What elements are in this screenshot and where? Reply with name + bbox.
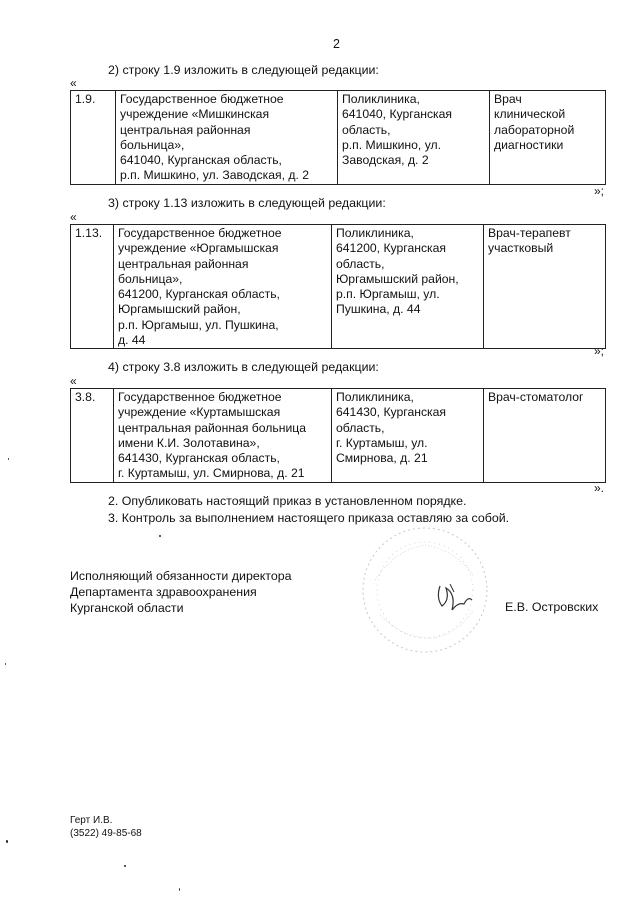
- signer-name: Е.В. Островских: [505, 600, 599, 614]
- open-quote: «: [70, 76, 77, 90]
- open-quote: «: [70, 210, 77, 224]
- cell-position: Врач клинической лабораторной диагностики: [490, 91, 606, 185]
- scan-speck: [5, 663, 6, 665]
- scan-speck: [159, 535, 161, 537]
- cell-number: 1.9.: [71, 91, 116, 185]
- close-quote: ».: [594, 481, 605, 495]
- cell-position: Врач-стоматолог: [484, 389, 606, 483]
- signature-image: [428, 576, 498, 616]
- order-item-3: 3. Контроль за выполнением настоящего приказа оставляю за собой.: [108, 511, 510, 525]
- scan-speck: [6, 840, 8, 843]
- cell-unit: Поликлиника, 641040, Курганская область, р.п. Мишкино, ул. Заводская, д. 2: [338, 91, 490, 185]
- scan-speck: [179, 888, 180, 891]
- cell-number: 1.13.: [71, 225, 114, 349]
- executor-block: [70, 814, 142, 840]
- page-number: 2: [333, 37, 340, 51]
- executor-name: Герт И.В.: [70, 815, 113, 826]
- close-quote: »;: [594, 184, 605, 198]
- close-quote: »;: [594, 344, 605, 358]
- table-row-1-9: [70, 90, 606, 185]
- cell-institution: Государственное бюджетное учреждение «Юргамышская центральная районная больница», 641200, Курганская область, Юргамышский район, р.п. Юргамыш, ул. Пушкина, д. 44: [114, 225, 332, 349]
- cell-unit: Поликлиника, 641430, Курганская область, г. Куртамыш, ул. Смирнова, д. 21: [332, 389, 484, 483]
- cell-number: 3.8.: [71, 389, 114, 483]
- order-item-2: 2. Опубликовать настоящий приказ в установленном порядке.: [108, 494, 467, 508]
- cell-position: Врач-терапевт участковый: [484, 225, 606, 349]
- table-row-3-8: [70, 388, 606, 483]
- section-intro: 3) строку 1.13 изложить в следующей редакции:: [108, 196, 386, 210]
- open-quote: «: [70, 374, 77, 388]
- cell-institution: Государственное бюджетное учреждение «Мишкинская центральная районная больница», 641040, Курганская область, р.п. Мишкино, ул. Заводская, д. 2: [116, 91, 338, 185]
- cell-institution: Государственное бюджетное учреждение «Куртамышская центральная районная больница имени К.И. Золотавина», 641430, Курганская область, г. Куртамыш, ул. Смирнова, д. 21: [114, 389, 332, 483]
- executor-phone: (3522) 49-85-68: [70, 828, 142, 839]
- scan-speck: [8, 458, 9, 460]
- table-row-1-13: [70, 224, 606, 349]
- signer-title: Исполняющий обязанности директора Департамента здравоохранения Курганской области: [70, 569, 292, 615]
- cell-unit: Поликлиника, 641200, Курганская область, Юргамышский район, р.п. Юргамыш, ул. Пушкина, д. 44: [332, 225, 484, 349]
- section-intro: 4) строку 3.8 изложить в следующей редакции:: [108, 360, 379, 374]
- scan-speck: [124, 865, 126, 867]
- section-intro: 2) строку 1.9 изложить в следующей редакции:: [108, 63, 379, 77]
